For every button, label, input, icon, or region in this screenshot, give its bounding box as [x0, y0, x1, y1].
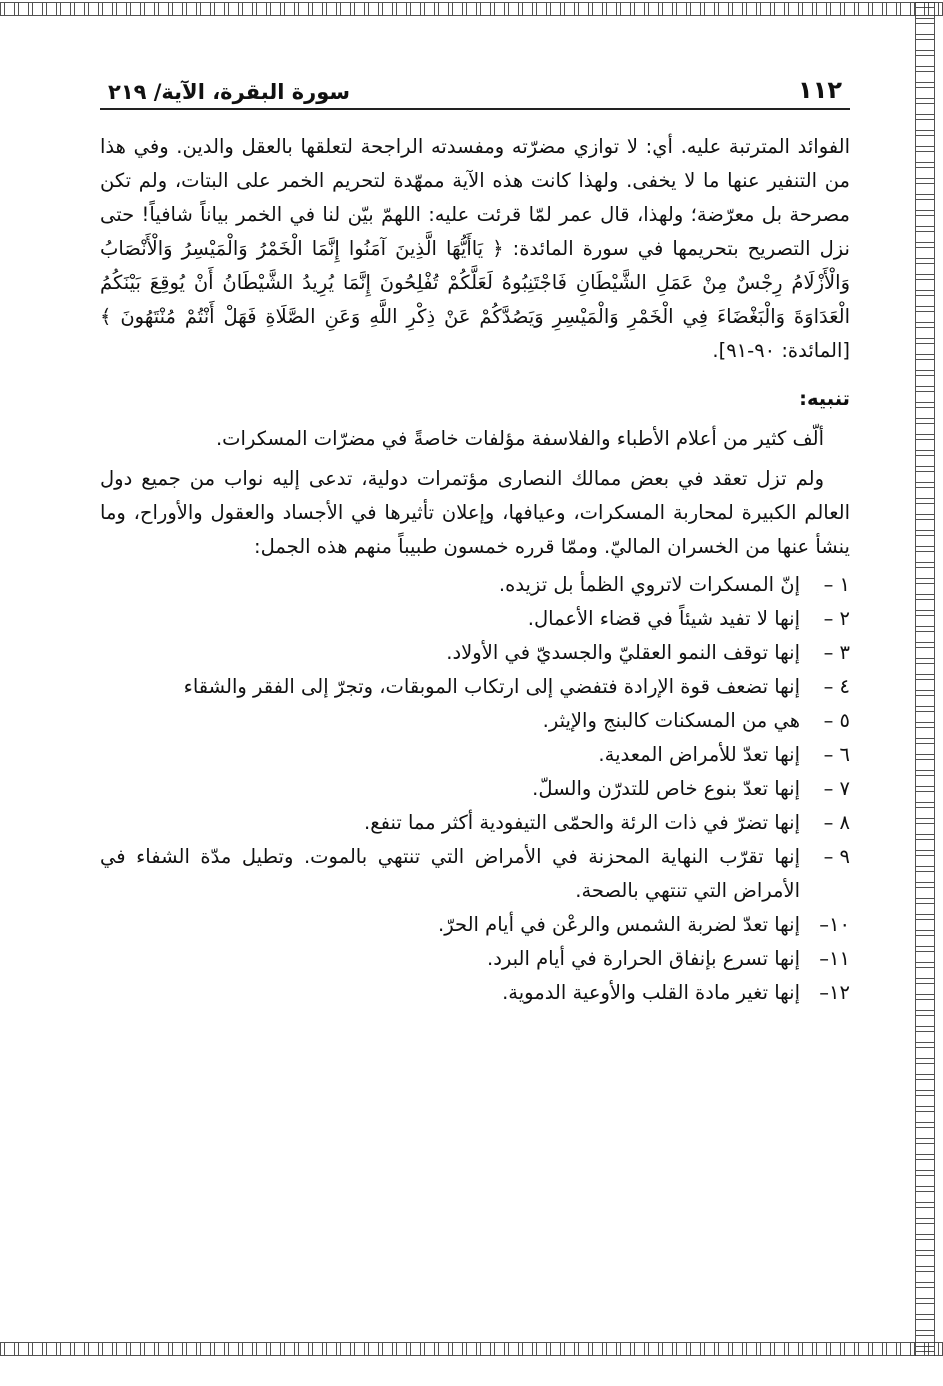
list-item-number: ١٠– — [819, 913, 850, 936]
ornamental-border-right — [915, 2, 935, 1356]
list-item-text: إنها تعدّ بنوع خاص للتدرّن والسلّ. — [532, 777, 800, 800]
list-item-text: إنها تغير مادة القلب والأوعية الدموية. — [502, 981, 800, 1004]
paragraph-3: ولم تزل تعقد في بعض ممالك النصارى مؤتمرات دولية، تدعى إليه نواب من جميع دول العالم الكبيرة لمحاربة المسكرات، وعيافها، وإعلان تأثيرها في الأجساد والعقول والأوراح، وما ينشأ عنها من الخسران الماليّ. وممّا قرره خمسون طبيباً منهم هذه الجمل: — [100, 467, 850, 558]
numbered-list — [100, 568, 850, 1010]
list-item-text: إنها تضرّ في ذات الرئة والحمّى التيفودية أكثر مما تنفع. — [364, 811, 800, 834]
list-item — [100, 738, 850, 772]
list-item-text: إنها تعدّ للأمراض المعدية. — [598, 743, 800, 766]
page-body — [100, 130, 850, 1010]
list-item — [100, 942, 850, 976]
list-item-number: ٩ – — [823, 845, 850, 868]
list-item-text: إنها تضعف قوة الإرادة فتفضي إلى ارتكاب الموبقات، وتجرّ إلى الفقر والشقاء — [183, 675, 800, 698]
list-item — [100, 976, 850, 1010]
running-title: سورة البقرة، الآية/ ٢١٩ — [108, 80, 351, 104]
list-item-number: ٦ – — [823, 743, 850, 766]
page-header — [100, 60, 850, 110]
list-item-number: ١٢– — [819, 981, 850, 1004]
list-item-text: هي من المسكنات كالبنج والإيثر. — [542, 709, 800, 732]
list-item — [100, 704, 850, 738]
list-item-number: ٢ – — [823, 607, 850, 630]
list-item — [100, 670, 850, 704]
list-item-text: إنها تعدّ لضربة الشمس والرعْن في أيام الحرّ. — [438, 913, 800, 936]
ornamental-border-bottom — [0, 1342, 943, 1356]
list-item-number: ٧ – — [823, 777, 850, 800]
list-item-text: إنها تسرع بإنفاق الحرارة في أيام البرد. — [487, 947, 800, 970]
list-item — [100, 568, 850, 602]
list-item — [100, 806, 850, 840]
ornamental-border-top — [0, 2, 943, 16]
list-item-number: ٤ – — [823, 675, 850, 698]
list-item-number: ٣ – — [823, 641, 850, 664]
list-item — [100, 840, 850, 908]
list-item-text: إنّ المسكرات لاتروي الظمأ بل تزيده. — [498, 573, 800, 596]
paragraph-1: الفوائد المترتبة عليه. أي: لا توازي مضرّته ومفسدته الراجحة لتعلقها بالعقل والدين. وفي هذا من التنفير عنها ما لا يخفى. ولهذا كانت هذه الآية ممهّدة لتحريم الخمر على البتات، ولم تكن مصرحة بل معرّضة؛ ولهذا، قال عمر لمّا قرئت عليه: اللهمّ بيّن لنا في الخمر بياناً شافياً! حتى نزل التصريح بتحريمها في سورة المائدة: ﴿ يَاأَيُّهَا الَّذِينَ آمَنُوا إِنَّمَا الْخَمْرُ وَالْمَيْسِرُ وَالْأَنْصَابُ وَالْأَزْلَامُ رِجْسٌ مِنْ عَمَلِ الشَّيْطَانِ فَاجْتَنِبُوهُ لَعَلَّكُمْ تُفْلِحُونَ إِنَّمَا يُرِيدُ الشَّيْطَانُ أَنْ يُوقِعَ بَيْنَكُمُ الْعَدَاوَةَ وَالْبَغْضَاءَ فِي الْخَمْرِ وَالْمَيْسِرِ وَيَصُدَّكُمْ عَنْ ذِكْرِ اللَّهِ وَعَنِ الصَّلَاةِ فَهَلْ أَنْتُمْ مُنْتَهُونَ ﴾ [المائدة: ٩٠-٩١]. — [100, 135, 850, 362]
list-item-number: ١١– — [819, 947, 850, 970]
list-item-number: ٨ – — [823, 811, 850, 834]
section-heading: تنبيه: — [799, 387, 850, 410]
book-page — [100, 60, 850, 1310]
paragraph-2: ألّف كثير من أعلام الأطباء والفلاسفة مؤلفات خاصةً في مضرّات المسكرات. — [215, 427, 824, 450]
list-item — [100, 908, 850, 942]
list-item-text: إنها تقرّب النهاية المحزنة في الأمراض التي تنتهي بالموت. وتطيل مدّة الشفاء في الأمراض التي تنتهي بالصحة. — [100, 845, 800, 902]
page-number: ١١٢ — [798, 76, 842, 104]
list-item — [100, 602, 850, 636]
list-item — [100, 636, 850, 670]
list-item — [100, 772, 850, 806]
list-item-text: إنها لا تفيد شيئاً في قضاء الأعمال. — [527, 607, 800, 630]
list-item-text: إنها توقف النمو العقليّ والجسديّ في الأولاد. — [446, 641, 800, 664]
list-item-number: ١ – — [823, 573, 850, 596]
list-item-number: ٥ – — [823, 709, 850, 732]
